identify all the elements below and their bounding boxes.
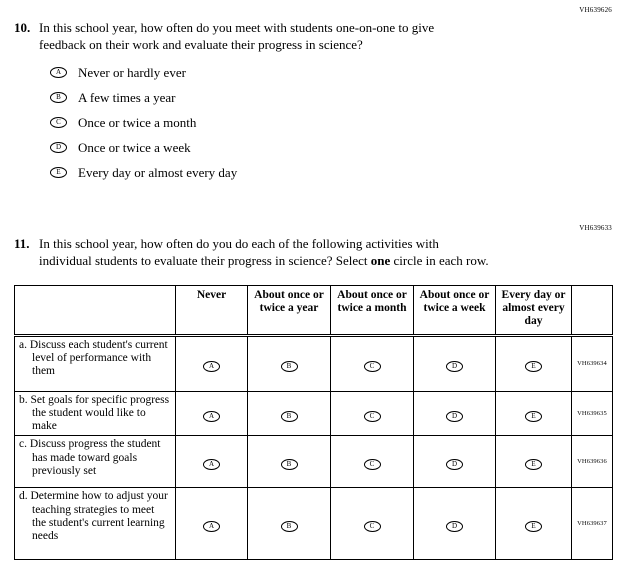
radio-oval-a-icon[interactable]: A bbox=[203, 459, 220, 470]
question-11 bbox=[14, 236, 614, 560]
option-label: Once or twice a week bbox=[78, 139, 191, 155]
row-code: VH639635 bbox=[572, 391, 613, 436]
column-header-never: Never bbox=[176, 285, 248, 335]
table-corner-cell bbox=[15, 285, 176, 335]
column-header-once-twice-week: About once or twice a week bbox=[414, 285, 496, 335]
accession-code-q10: VH639626 bbox=[579, 6, 612, 14]
option-label: A few times a year bbox=[78, 89, 176, 105]
radio-oval-b-icon[interactable]: B bbox=[50, 92, 67, 103]
radio-oval-e-icon[interactable]: E bbox=[50, 167, 67, 178]
question-11-text bbox=[39, 236, 489, 270]
question-10-number: 10. bbox=[14, 20, 31, 35]
radio-oval-e-icon[interactable]: E bbox=[525, 459, 542, 470]
emphasis-one: one bbox=[370, 252, 391, 268]
radio-oval-a-icon[interactable]: A bbox=[203, 411, 220, 422]
question-10-options bbox=[50, 65, 574, 181]
radio-oval-e-icon[interactable]: E bbox=[525, 411, 542, 422]
row-code: VH639636 bbox=[572, 436, 613, 488]
option-never-or-hardly-ever bbox=[50, 65, 574, 81]
option-once-or-twice-a-month bbox=[50, 115, 574, 131]
radio-oval-d-icon[interactable]: D bbox=[446, 521, 463, 532]
radio-oval-e-icon[interactable]: E bbox=[525, 521, 542, 532]
radio-oval-b-icon[interactable]: B bbox=[281, 459, 298, 470]
radio-oval-b-icon[interactable]: B bbox=[281, 521, 298, 532]
radio-oval-c-icon[interactable]: C bbox=[50, 117, 67, 128]
row-code: VH639637 bbox=[572, 488, 613, 560]
accession-code-q11: VH639633 bbox=[579, 224, 612, 232]
table-row-c bbox=[15, 436, 613, 488]
question-11-text-line1: In this school year, how often do you do each of the following activities with bbox=[39, 236, 439, 251]
column-header-every-day: Every day or almost every day bbox=[496, 285, 572, 335]
option-a-few-times-a-year bbox=[50, 90, 574, 106]
radio-oval-d-icon[interactable]: D bbox=[50, 142, 67, 153]
radio-oval-a-icon[interactable]: A bbox=[203, 521, 220, 532]
question-11-text-line2: individual students to evaluate their progress in science? Select one circle in each row. bbox=[39, 252, 489, 268]
question-10-text bbox=[39, 20, 434, 54]
radio-oval-c-icon[interactable]: C bbox=[364, 411, 381, 422]
radio-oval-b-icon[interactable]: B bbox=[281, 411, 298, 422]
row-label: d. Determine how to adjust your teaching strategies to meet the student's current learning needs bbox=[19, 490, 168, 543]
table-header-row bbox=[15, 285, 613, 335]
table-row-a bbox=[15, 335, 613, 391]
radio-oval-c-icon[interactable]: C bbox=[364, 459, 381, 470]
table-row-d bbox=[15, 488, 613, 560]
column-header-once-twice-year: About once or twice a year bbox=[248, 285, 331, 335]
radio-oval-c-icon[interactable]: C bbox=[364, 361, 381, 372]
row-label: b. Set goals for specific progress the student would like to make bbox=[19, 393, 170, 433]
option-label: Never or hardly ever bbox=[78, 64, 186, 80]
question-10-text-line2: feedback on their work and evaluate their progress in science? bbox=[39, 36, 363, 52]
question-10 bbox=[14, 20, 574, 190]
radio-oval-a-icon[interactable]: A bbox=[50, 67, 67, 78]
option-once-or-twice-a-week bbox=[50, 140, 574, 156]
option-label: Once or twice a month bbox=[78, 114, 197, 130]
option-label: Every day or almost every day bbox=[78, 164, 238, 180]
code-column-header bbox=[572, 285, 613, 335]
radio-oval-e-icon[interactable]: E bbox=[525, 361, 542, 372]
question-11-number: 11. bbox=[14, 236, 30, 251]
radio-oval-a-icon[interactable]: A bbox=[203, 361, 220, 372]
question-10-text-line1: In this school year, how often do you meet with students one-on-one to give bbox=[39, 20, 435, 35]
radio-oval-c-icon[interactable]: C bbox=[364, 521, 381, 532]
radio-oval-d-icon[interactable]: D bbox=[446, 361, 463, 372]
radio-oval-d-icon[interactable]: D bbox=[446, 459, 463, 470]
row-code: VH639634 bbox=[572, 335, 613, 391]
radio-oval-d-icon[interactable]: D bbox=[446, 411, 463, 422]
row-label: a. Discuss each student's current level of performance with them bbox=[19, 338, 168, 378]
table-row-b bbox=[15, 391, 613, 436]
row-label: c. Discuss progress the student has made toward goals previously set bbox=[19, 438, 161, 477]
column-header-once-twice-month: About once or twice a month bbox=[331, 285, 414, 335]
question-11-table bbox=[14, 285, 613, 561]
option-every-day bbox=[50, 165, 574, 181]
radio-oval-b-icon[interactable]: B bbox=[281, 361, 298, 372]
